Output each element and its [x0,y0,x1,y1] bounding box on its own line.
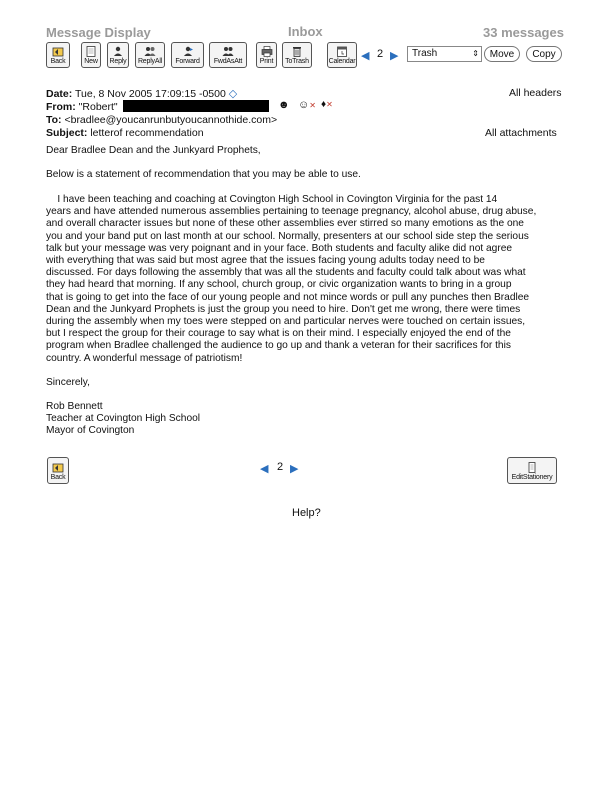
to-trash-button[interactable] [282,42,312,68]
footer-back-label: Back [50,474,66,481]
paragraph-line: but I respect the group for their courage to say what is on their mind. I especially enjoyed the end of the [46,328,511,340]
new-button[interactable] [81,42,101,68]
calendar-label: Calendar [328,58,356,65]
print-icon [261,46,273,57]
paragraph-line: discussed. For days following the assembly that was all the students and faculty could talk about was what [46,267,526,279]
back-icon [52,46,64,57]
paragraph-line: program when Bradlee challenged the audience to go up and thank a veteran for their sacrifices for this [46,340,511,352]
forward-label: Forward [175,58,200,65]
paragraph-line: talk but your message was very poignant and in your face. Both students and faculty alike did not agree [46,242,513,254]
signature-line: Teacher at Covington High School [46,413,201,425]
footer-page-number: 2 [277,461,284,473]
reply-icon [112,46,124,57]
paragraph-line: I have been teaching and coaching at Covington High School in Covington Virginia for the past 14 [46,194,498,205]
window-title: Message Display [46,25,151,40]
to-row [46,114,277,126]
paragraph-line: country. A wonderful message of patriotism! [46,352,243,364]
from-label: From: [46,101,76,113]
paragraph-line: you and your band put on last month at our school. Normally, presenters at our school side step the serious [46,230,529,242]
back-button[interactable] [46,42,70,68]
forward-button[interactable] [171,42,204,68]
paragraph-line: Dean and the Junkyard Prophets is just the group you need to hire. Don't get me wrong, there were times [46,303,521,315]
signature [46,401,200,438]
stationery-icon [526,462,538,473]
from-row [46,101,118,113]
footer-next-arrow-icon[interactable]: ▶ [290,463,299,475]
reply-all-button[interactable] [135,42,165,68]
subject-value: letterof recommendation [90,127,204,139]
greeting: Dear Bradlee Dean and the Junkyard Prophets, [46,145,261,156]
print-label: Print [259,58,274,65]
trash-icon [291,46,303,57]
forward-as-attachment-label: FwdAsAtt [213,58,243,65]
paragraph-line: years and have attended numerous assemblies pertaining to teenage pregnancy, alcohol abuse, drug abuse, [46,206,537,218]
forward-attachment-icon [222,46,234,57]
signature-line: Mayor of Covington [46,425,135,437]
subject-row [46,127,204,139]
chevron-updown-icon: ⇕ [472,49,479,58]
new-message-icon [85,46,97,57]
help-link[interactable]: Help? [292,507,321,519]
intro: Below is a statement of recommendation that you may be able to use. [46,169,361,180]
mailbox-name: Inbox [288,24,323,39]
closing: Sincerely, [46,377,90,388]
signature-line: Rob Bennett [46,401,103,412]
footer-back-button[interactable] [47,457,69,484]
add-contact-icon[interactable]: ☻ [278,99,290,111]
all-attachments-link[interactable]: All attachments [485,127,557,139]
footer-previous-arrow-icon[interactable]: ◀ [260,463,269,475]
paragraph-line: and overall character issues but none of these other assemblies ever stirred so many emotions as the one [46,218,524,230]
folder-select[interactable] [407,46,482,62]
forward-icon [182,46,194,57]
new-label: New [84,58,98,65]
move-button[interactable]: Move [484,46,520,62]
edit-stationery-button[interactable] [507,457,557,484]
next-message-arrow-icon[interactable]: ▶ [390,50,399,62]
reply-button[interactable] [107,42,129,68]
calendar-button[interactable] [327,42,357,68]
subject-label: Subject: [46,127,88,139]
date-label: Date: [46,88,73,100]
to-trash-label: ToTrash [285,58,309,65]
page-number: 2 [377,48,384,60]
paragraph-line: during the assembly when my toes were stepped on and particular nerves were touched on certain issues, [46,316,526,328]
from-value: "Robert" [78,101,118,113]
message-count: 33 messages [483,25,564,40]
paragraph-line: they had heard that morning. If any school, church group, or civic organization wants to bring in a group [46,279,512,291]
block-sender-icon[interactable]: ☺✕ [298,99,316,111]
calendar-icon [336,46,348,57]
copy-button[interactable]: Copy [526,46,562,62]
print-button[interactable] [256,42,277,68]
to-value: <bradlee@youcanrunbutyoucannothide.com> [64,114,278,126]
date-value: Tue, 8 Nov 2005 17:09:15 -0500 [75,88,226,100]
reply-label: Reply [109,58,127,65]
paragraph-line: with everything that was said but most agree that the issues facing young adults today need to be [46,255,485,267]
folder-select-value: Trash [412,48,438,59]
date-row [46,87,237,100]
reply-all-icon [144,46,156,57]
letter-paragraph [46,194,576,365]
delete-junk-icon[interactable]: ♦✕ [321,99,333,110]
diamond-icon: ◇ [228,88,238,100]
back-icon [52,462,64,473]
paragraph-line: that is going to get into the face of our young people and not mince words or pull any punches then Bradlee [46,291,530,303]
back-label: Back [50,58,66,65]
reply-all-label: ReplyAll [137,58,163,65]
all-headers-link[interactable]: All headers [509,87,562,99]
forward-as-attachment-button[interactable] [209,42,247,68]
previous-message-arrow-icon[interactable]: ◀ [361,50,370,62]
edit-stationery-label: EditStationery [511,474,553,481]
to-label: To: [46,114,62,126]
redacted-email [123,100,269,112]
